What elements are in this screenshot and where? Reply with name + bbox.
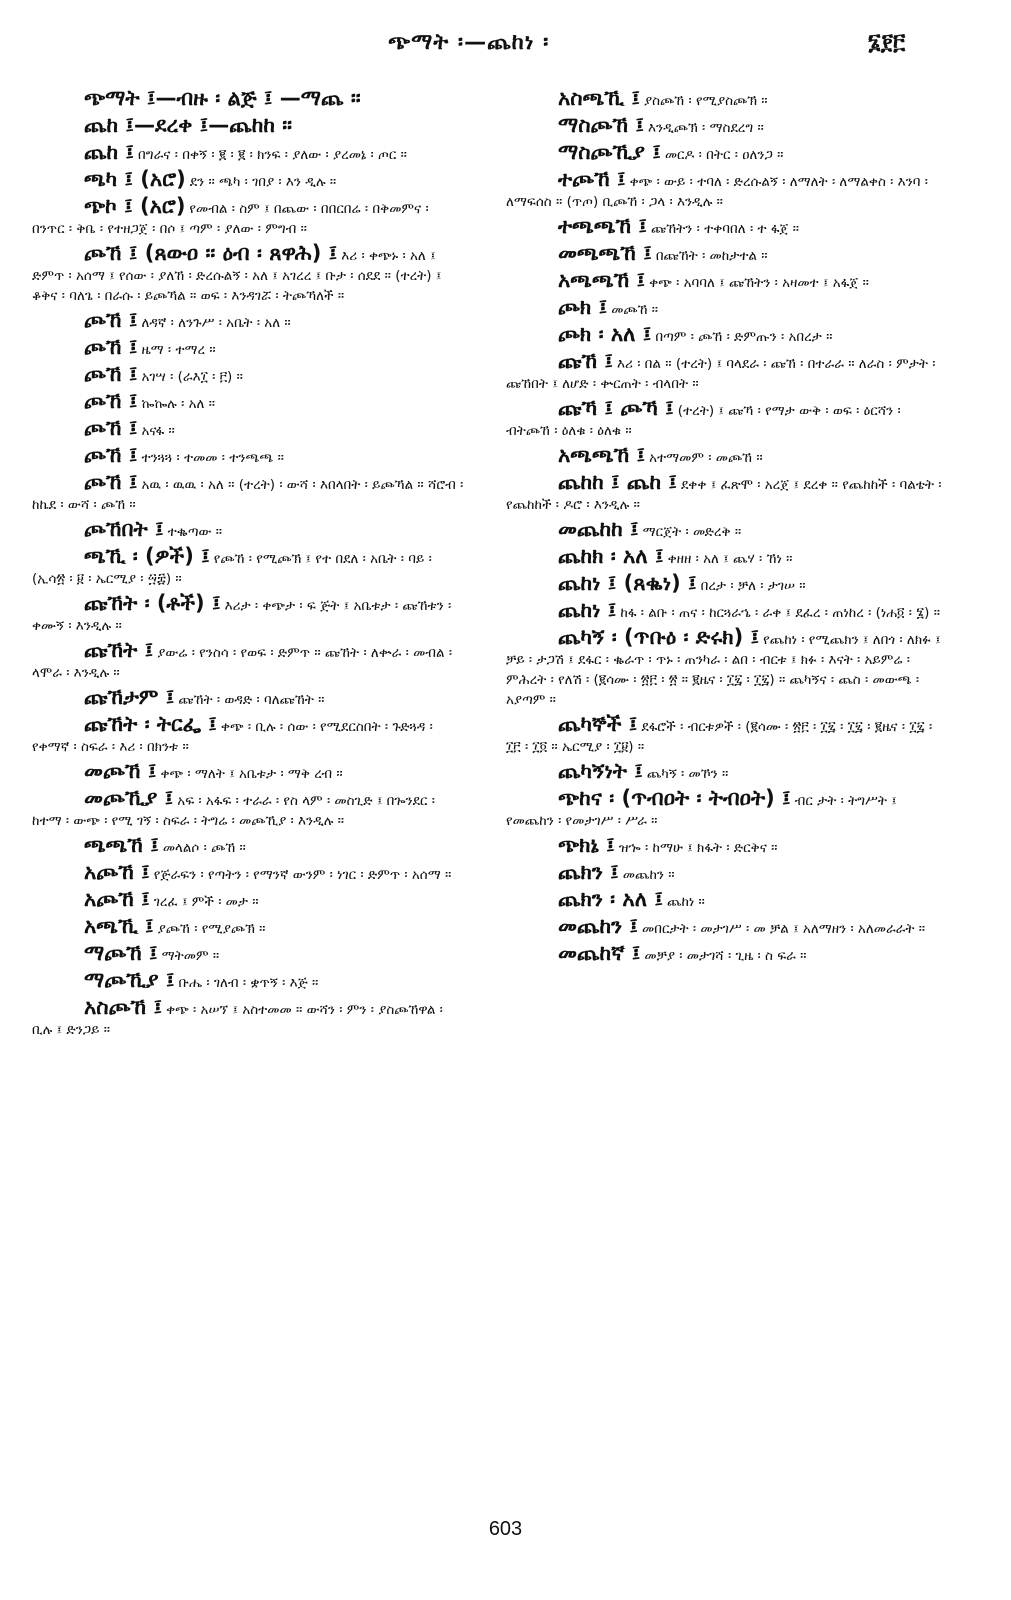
entry-definition: ደፋሮች ፡ ብርቱዎች ፡ (፪ሳሙ ፡ ፳፫ ፡ ፲፯ ፡ ፲፯ ፡ ፪ዜና ፡ ፲፯ ፡ ፲፫ ፡ ፲፬ ። ኤርሚያ ፡ ፲፱) ። — [506, 719, 933, 755]
dictionary-entry — [32, 862, 464, 885]
dictionary-entry — [32, 835, 464, 858]
entry-definition: ዜማ ፡ ተማረ ። — [141, 342, 216, 358]
entry-headword: ጨከ ፤ — [84, 140, 135, 164]
entry-definition: መጨከን ። — [622, 867, 675, 883]
entry-definition: ተንጓጓ ፡ ተመመ ፡ ተንጫጫ ። — [141, 450, 284, 466]
dictionary-entry — [506, 546, 948, 569]
entry-headword: ጮክ ፡ አለ ፤ — [558, 322, 652, 346]
dictionary-entry — [32, 418, 464, 441]
entry-definition: ተቈጣው ። — [167, 524, 223, 540]
dictionary-entry — [506, 398, 948, 441]
dictionary-entry — [506, 835, 948, 858]
entry-headword: ጮኸ ፤ — [84, 308, 138, 332]
dictionary-entry — [506, 115, 948, 138]
dictionary-entry — [32, 88, 464, 111]
dictionary-entry — [506, 788, 948, 831]
entry-headword: ጫካ ፤ (አሮ) — [84, 167, 186, 191]
entry-headword: ጨክን ፤ — [558, 860, 619, 884]
entry-headword: መጨከን ፤ — [558, 914, 639, 938]
entry-headword: ማጮኺያ ፤ — [84, 968, 175, 992]
entry-headword: ማጮኸ ፤ — [84, 941, 158, 965]
entry-headword: አጫጫኸ ፤ — [558, 443, 646, 467]
dictionary-entry — [506, 714, 948, 757]
dictionary-entry — [32, 142, 464, 165]
dictionary-entry — [506, 243, 948, 266]
dictionary-entry — [32, 169, 464, 192]
dictionary-entry — [506, 472, 948, 515]
entry-definition: ቡሔ ፡ ገለብ ፡ ቋጥኝ ፡ እጅ ። — [178, 975, 319, 991]
entry-definition: ደን ። ጫካ ፡ ገበያ ፡ እን ዲሉ ። — [189, 174, 337, 190]
entry-definition: ቀጭ ፡ ውይ ፡ ተባለ ፡ ድረሱልኝ ፡ ለማለት ፡ ለማልቀስ ፡ እንባ ፡ ለማፍሰስ ። (ጥጦ) ቢጮኸ ፡ ጋላ ፡ እንዲሉ ። — [506, 174, 928, 210]
dictionary-entry — [32, 761, 464, 784]
entry-definition: ጩኸት ፡ ወዳድ ፡ ባለጩኸት ። — [178, 692, 325, 708]
entry-headword: ማስጮኺያ ፤ — [558, 140, 661, 164]
entry-headword: ጨከክ ፡ አለ ፤ — [558, 544, 664, 568]
dictionary-entry — [506, 573, 948, 596]
entry-definition: ቀዘዘ ፡ አለ ፤ ጨሃ ፡ ኸነ ። — [667, 551, 793, 567]
left-column — [32, 88, 464, 1044]
entry-headword: ጮኸ ፤ — [84, 443, 138, 467]
entry-definition: ከፋ ፡ ልቡ ፡ ጠና ፡ ከርጓራኄ ፡ ራቀ ፤ ደፈረ ፡ ጠነከረ ፡ (ነሐ፬ ፡ ፮) ። — [620, 605, 941, 621]
entry-headword: ጨካኝ ፡ (ጥቡዕ ፡ ድሩክ) ፤ — [558, 625, 760, 649]
dictionary-entry — [32, 115, 464, 138]
entry-definition: በጩኸት ፡ መከታተል ። — [655, 248, 768, 264]
dictionary-entry — [32, 889, 464, 912]
dictionary-entry — [506, 351, 948, 394]
dictionary-entry — [32, 970, 464, 993]
entry-definition: አተማመም ፡ መጮኸ ። — [649, 450, 763, 466]
entry-headword: ጩኸት ፤ — [84, 638, 154, 662]
entry-definition: አፍ ፡ አፋፍ ፡ ተራራ ፡ የስ ላም ፡ መስጊድ ፤ በጐንደር ፡ ከተማ ፡ ውጭ ፡ የሚ ገኝ ፡ ስፍራ ፡ ትግሬ ፡ መጮኺያ ፡ እንዲሉ ። — [32, 793, 435, 829]
entry-headword: ጮክ ፤ — [558, 295, 608, 319]
entry-headword: ጩኸት ፡ (ቶች) ፤ — [84, 591, 221, 615]
entry-definition: ያጮኸ ፡ የሚያጮኽ ። — [157, 921, 266, 937]
entry-headword: ተጫጫኸ ፤ — [558, 214, 648, 238]
entry-headword: ጩኸታም ፤ — [84, 685, 175, 709]
entry-headword: አስጫኺ ፤ — [558, 86, 640, 110]
entry-definition: ቀጭ ፡ ማለት ፤ አቤቱታ ፡ ማቅ ረብ ። — [160, 766, 343, 782]
dictionary-entry — [506, 270, 948, 293]
entry-headword: ተጮኸ ፤ — [558, 167, 626, 191]
dictionary-entry — [32, 593, 464, 636]
entry-definition: ቀጭ ፡ ቢሉ ፡ ሰው ፡ የሚደርስበት ፡ ጉድጓዳ ፡ የቀማኛ ፡ ስፍራ ፡ እሪ ፡ በክንቱ ። — [32, 719, 433, 755]
entry-definition: ጨካኝ ፡ መኾን ። — [646, 766, 729, 782]
entry-headword: ጩኸት ፡ ትርፌ ፤ — [84, 712, 217, 736]
entry-headword: ጭከና ፡ (ጥብዐት ፡ ትብዐት) ፤ — [558, 786, 791, 810]
dictionary-entry — [506, 142, 948, 165]
entry-headword: ጮኸበት ፤ — [84, 517, 164, 541]
entry-headword: መጮኺያ ፤ — [84, 786, 174, 810]
entry-definition: ያስጮኸ ፡ የሚያስጮኽ ። — [643, 93, 768, 109]
entry-definition: ቀጭ ፡ አባባለ ፤ ጩኸትን ፡ አዛመተ ፤ አፋጀ ። — [649, 275, 869, 291]
entry-headword: ጨከነ ፤ — [558, 598, 617, 622]
right-column — [506, 88, 948, 970]
dictionary-entry — [32, 687, 464, 710]
entry-definition: (ተረት) ፤ ጩኻ ፡ የማታ ውቅ ፡ ወፍ ፡ ዕርሻን ፡ ብትጮኸ ፡ ዕለቁ ፡ ዕለቁ ። — [506, 403, 901, 439]
entry-headword: ጮኸ ፤ — [84, 389, 138, 413]
entry-definition: በረታ ፡ ቻለ ፡ ታገሠ ። — [700, 578, 806, 594]
entry-definition: ብር ታት ፡ ትግሥት ፤ የመጨከን ፡ የመታገሥ ፡ ሥራ ። — [506, 793, 897, 829]
entry-definition: ገረፈ ፤ ምች ፡ መታ ። — [153, 894, 259, 910]
entry-headword: ጮኸ ፤ — [84, 416, 138, 440]
dictionary-entry — [506, 216, 948, 239]
entry-definition: ጨከነ ። — [666, 894, 705, 910]
dictionary-entry — [32, 391, 464, 414]
entry-headword: አጫኺ ፤ — [84, 914, 154, 938]
dictionary-entry — [506, 761, 948, 784]
dictionary-entry — [506, 943, 948, 966]
page-header — [0, 30, 1011, 70]
dictionary-entry — [32, 546, 464, 589]
dictionary-entry — [506, 88, 948, 111]
entry-headword: ጨከ ፤—ደረቀ ፤—ጨከከ ። — [84, 113, 293, 137]
dictionary-entry — [506, 600, 948, 623]
dictionary-entry — [32, 243, 464, 306]
entry-headword: ጮኸ ፤ — [84, 362, 138, 386]
dictionary-entry — [506, 916, 948, 939]
entry-headword: ጮኸ ፤ — [84, 470, 138, 494]
entry-headword: ጨከነ ፤ (ጸቈነ) ፤ — [558, 571, 697, 595]
page-number-ethiopic: ፮፻፫ — [868, 30, 906, 55]
entry-definition: በጣም ፡ ጮኸ ፡ ድምጡን ፡ አበረታ ። — [655, 329, 833, 345]
entry-definition: ጩኸትን ፡ ተቀባበለ ፡ ተ ፋጀ ። — [651, 221, 800, 237]
dictionary-entry — [506, 519, 948, 542]
dictionary-entry — [32, 788, 464, 831]
page-number: 603 — [488, 1518, 523, 1540]
entry-headword: አጮኸ ፤ — [84, 860, 150, 884]
entry-definition: ያውሬ ፡ የንስሳ ፡ የወፍ ፡ ድምጥ ። ጩኸት ፡ ለቍራ ፡ መብል ፡ ላሞራ ፡ እንዲሉ ። — [32, 645, 453, 681]
dictionary-entry — [506, 445, 948, 468]
entry-definition: ደቀቀ ፤ ፈጽሞ ፡ አረጀ ፤ ደረቀ ። የጨከከች ፡ ባልቴት ፡ የጨከከች ፡ ዶሮ ፡ እንዲሉ ። — [506, 477, 942, 513]
dictionary-entry — [32, 916, 464, 939]
dictionary-entry — [32, 364, 464, 387]
entry-definition: ማትመም ። — [161, 948, 220, 964]
entry-headword: ጩኻ ፤ ጮኻ ፤ — [558, 396, 674, 420]
entry-definition: የመብል ፡ ስም ፤ በጨው ፡ በበርበሬ ፡ በቅመምና ፡ በንጥር ፡ ቅቤ ፡ የተዘጋጀ ፡ በሶ ፤ ጣም ፡ ያለው ፡ ምግብ ። — [32, 201, 429, 237]
entry-definition: አናፋ ። — [141, 423, 175, 439]
entry-definition: የጅራፍን ፡ የጣትን ፡ የማንኛ ውንም ፡ ነገር ፡ ድምጥ ፡ አሰማ ። — [153, 867, 452, 883]
entry-headword: ጭማት ፤—ብዙ ፡ ልጅ ፤ —ማጨ ። — [84, 86, 361, 110]
entry-headword: መጫጫኸ ፤ — [558, 241, 652, 265]
entry-headword: መጨከከ ፤ — [558, 517, 639, 541]
entry-headword: ጩኸ ፤ — [558, 349, 614, 373]
entry-headword: ጮኸ ፤ — [84, 335, 138, 359]
entry-definition: መበርታት ፡ መታገሥ ፡ መ ቻል ፤ አለማዘን ፡ አለመራራት ። — [642, 921, 926, 937]
entry-definition: አዉ ፡ ዉዉ ፡ አለ ። (ተረት) ፡ ውሻ ፡ እበላበት ፡ ይጮኻል ። ሻሮብ ፡ ከኬደ ፡ ውሻ ፡ ጮኸ ። — [32, 477, 464, 513]
entry-headword: ጭክኔ ፤ — [558, 833, 615, 857]
entry-definition: እሪታ ፡ ቀጭታ ፡ ፍ ጅት ፤ አቤቱታ ፡ ጩኸቱን ፡ ቀሙኝ ፡ እንዲሉ ። — [32, 598, 452, 634]
entry-definition: ለዳኛ ፡ ለንጉሥ ፡ አቤት ፡ አለ ። — [141, 315, 291, 331]
dictionary-entry — [32, 196, 464, 239]
entry-definition: መጮኸ ። — [611, 302, 659, 318]
dictionary-entry — [32, 445, 464, 468]
entry-headword: አጮኸ ፤ — [84, 887, 150, 911]
entry-headword: ጨካኝነት ፤ — [558, 759, 643, 783]
dictionary-entry — [32, 519, 464, 542]
dictionary-entry — [506, 297, 948, 320]
dictionary-entry — [32, 310, 464, 333]
entry-headword: አስጮኸ ፤ — [84, 995, 163, 1019]
dictionary-entry — [32, 943, 464, 966]
entry-definition: መቻያ ፡ መታገሻ ፡ ጊዜ ፡ ስ ፍራ ። — [644, 948, 807, 964]
dictionary-entry — [506, 169, 948, 212]
entry-headword: ማስጮኸ ፤ — [558, 113, 644, 137]
entry-definition: መርዶ ፡ በትር ፡ ዐለንጋ ። — [664, 147, 784, 163]
entry-headword: ጭኮ ፤ (አሮ) — [84, 194, 186, 218]
entry-definition: ማርጀት ፡ መድረቅ ። — [642, 524, 742, 540]
dictionary-entry — [506, 324, 948, 347]
entry-definition: እሪ ፡ ቀጭኑ ፡ አለ ፤ ድምጥ ፡ አሰማ ፤ የሰው ፡ ያለኸ ፡ ድረሱልኝ ፡ አለ ፤ አገረረ ፤ ቡታ ፡ ሰደደ ። (ተረት) ፤ ቆቅና ፡ ባለጌ ፡ በራሱ ፡ ይጮኻል ። ወፍ ፡ እንዳገሯ ፡ ትጮኻለች ። — [32, 248, 442, 304]
entry-definition: ኰኰሉ ፡ አለ ። — [141, 396, 216, 412]
entry-headword: ጨክን ፡ አለ ፤ — [558, 887, 663, 911]
dictionary-entry — [506, 862, 948, 885]
entry-headword: ጫኺ ፡ (ዎች) ፤ — [84, 544, 210, 568]
dictionary-entry — [506, 889, 948, 912]
entry-definition: አገሣ ፡ (ራእ፲ ፡ ፫) ። — [141, 369, 243, 385]
dictionary-entry — [32, 472, 464, 515]
entry-definition: ዝኈ ፡ ከማሁ ፤ ክፋት ፡ ድርቅና ። — [618, 840, 778, 856]
entry-definition: የጨከነ ፡ የሚጨክን ፤ ለበጎ ፡ ለክፉ ፤ ቻይ ፡ ታጋሽ ፤ ደፋር ፡ ቈራጥ ፡ ጥኑ ፡ ጠንካራ ፡ ልበ ፡ ብርቱ ፤ ክፉ ፡ እናት ፡ አይምሬ ፡ ምሕረት ፡ የለሽ ፡ (፪ሳሙ ፡ ፳፫ ፡ ፳ ። ፪ዜና ፡ ፲፯ ፡ ፲፯) ። ጨካኝና ፡ ጨስ ፡ መውጫ ፡ አያጣም ። — [506, 632, 941, 708]
entry-headword: መጮኸ ፤ — [84, 759, 157, 783]
entry-headword: አጫጫኸ ፤ — [558, 268, 646, 292]
entry-definition: እሪ ፡ በል ። (ተረት) ፤ ባላደራ ፡ ጩኸ ፡ በተራራ ። ለራስ ፡ ምታት ፡ ጩኸበት ፤ ለሆድ ፡ ቍርጠት ፡ ብላበት ። — [506, 356, 936, 392]
dictionary-entry — [32, 714, 464, 757]
entry-definition: እንዲጮኽ ፡ ማስደረግ ። — [648, 120, 764, 136]
dictionary-entry — [32, 640, 464, 683]
entry-definition: ቀጭ ፡ አሠኘ ፤ አስተመመ ። ውሻን ፡ ምን ፡ ያስጮኸዋል ፡ ቢሉ ፤ ድንጋይ ። — [32, 1002, 443, 1038]
dictionary-entry — [32, 997, 464, 1040]
entry-definition: መላልሶ ፡ ጮኸ ። — [162, 840, 246, 856]
entry-definition: በግራና ፡ በቀኝ ፡ ፪ ፡ ፪ ፡ ክንፍ ፡ ያለው ፡ ያረመኔ ፡ ጦር ። — [138, 147, 407, 163]
entry-headword: መጨከኛ ፤ — [558, 941, 641, 965]
dictionary-entry — [32, 337, 464, 360]
running-title: ጭማት ፡—ጨከነ ፡ — [388, 30, 550, 55]
entry-definition: የጮኸ ፡ የሚጮኽ ፤ የተ በደለ ፡ አቤት ፡ ባይ ፡ (ኢሳ፳ ፡ ፱ ፡ ኤርሚያ ፡ ፵፰) ። — [32, 551, 432, 587]
entry-headword: ጨከከ ፤ ጨከ ፤ — [558, 470, 677, 494]
entry-headword: ጮኸ ፤ (ጸውዐ ። ዕብ ፡ ጸዋሕ) ፤ — [84, 241, 338, 265]
entry-headword: ጨካኞች ፤ — [558, 712, 638, 736]
entry-headword: ጫጫኸ ፤ — [84, 833, 159, 857]
dictionary-entry — [506, 627, 948, 710]
